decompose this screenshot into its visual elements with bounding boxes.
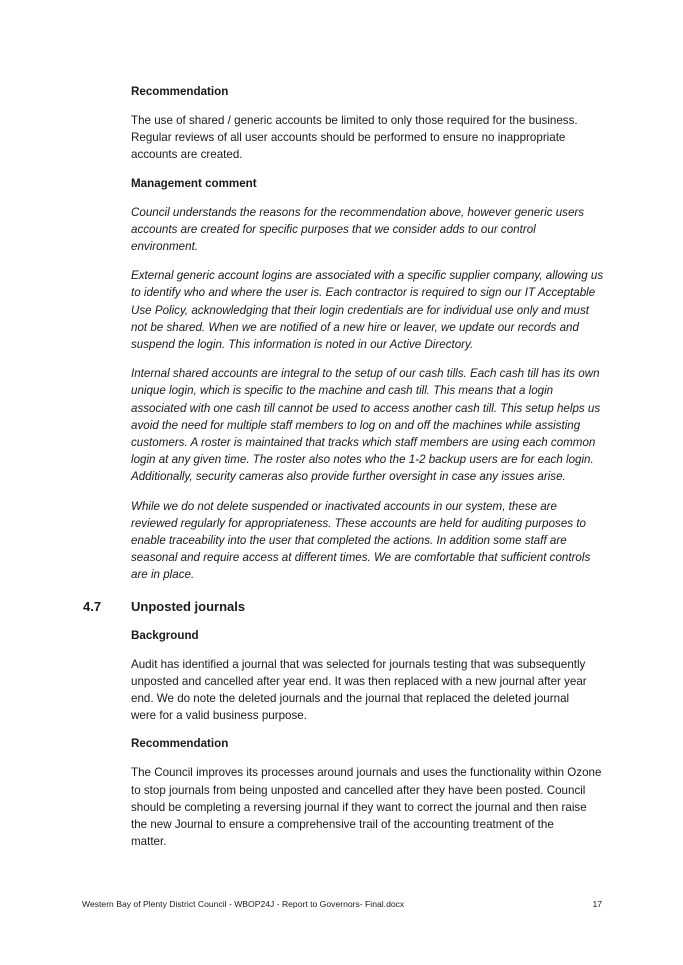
text-line: end. We do note the deleted journals and the journal that replaced the deleted journal	[131, 692, 570, 706]
text-line: to stop journals from being unposted and cancelled after they have been posted. Council	[131, 783, 586, 797]
text-line: are in place.	[131, 568, 195, 582]
text-line: suspend the login. This information is noted in our Active Directory.	[131, 338, 474, 352]
management-comment-paragraph	[131, 267, 607, 353]
text-line: Use Policy, acknowledging that their login credentials are for individual use only and must	[131, 303, 589, 317]
section-heading	[83, 598, 607, 616]
page-number: 17	[592, 899, 602, 909]
text-line: login at any given time. The roster also notes who the 1-2 backup users are for each login.	[131, 453, 594, 467]
text-line: While we do not delete suspended or inactivated accounts in our system, these are	[131, 499, 557, 513]
section-number: 4.7	[83, 598, 102, 614]
management-comment-paragraph	[131, 204, 607, 256]
management-comment-paragraph	[131, 365, 607, 485]
text-line: enable traceability into the user that completed the actions. In addition some staff are	[131, 534, 567, 548]
footer-document-name: Western Bay of Plenty District Council - WBOP24J - Report to Governors- Final.docx	[82, 899, 405, 909]
text-line: the new Journal to ensure a comprehensive trail of the accounting treatment of the	[131, 818, 554, 832]
text-line: were for a valid business purpose.	[131, 709, 307, 723]
text-line: External generic account logins are associated with a specific supplier company, allowing us	[131, 269, 604, 283]
text-line: avoid the need for multiple staff members to log on and off the machines while assisting	[131, 418, 581, 432]
text-line: accounts are created for specific purposes that we consider adds to our control	[131, 222, 536, 236]
text-line: environment.	[131, 240, 199, 254]
text-line: The use of shared / generic accounts be limited to only those required for the business.	[131, 114, 578, 127]
text-line: seasonal and require access at different times. We are comfortable that sufficient controls	[131, 551, 591, 565]
text-line: reviewed regularly for appropriateness. These accounts are held for auditing purposes to	[131, 516, 586, 530]
management-comment-paragraph	[131, 498, 607, 584]
background-heading: Background	[131, 628, 199, 642]
text-line: to identify who and where the user is. Each contractor is required to sign our IT Acceptable	[131, 286, 596, 300]
text-line: Additionally, security cameras also provide further oversight in case any issues arise.	[131, 470, 566, 484]
section-title: Unposted journals	[131, 598, 246, 614]
recommendation-text	[131, 112, 607, 164]
text-line: should be completing a reversing journal if they want to correct the journal and then raise	[131, 800, 587, 814]
page-content	[83, 84, 607, 851]
text-line: matter.	[131, 835, 167, 849]
text-line: Regular reviews of all user accounts should be performed to ensure no inappropriate	[131, 131, 566, 145]
text-line: not be shared. When we are notified of a new hire or leaver, we update our records and	[131, 320, 579, 334]
text-line: Internal shared accounts are integral to the setup of our cash tills. Each cash till has its own	[131, 367, 600, 381]
recommendation-text	[131, 764, 607, 850]
text-line: Council understands the reasons for the recommendation above, however generic users	[131, 205, 585, 219]
text-line: customers. A roster is maintained that tracks which staff members are using each common	[131, 436, 596, 450]
text-line: unique login, which is specific to the machine and cash till. This means that a login	[131, 384, 554, 398]
text-line: The Council improves its processes around journals and uses the functionality within Ozone	[131, 766, 602, 780]
text-line: unposted and cancelled after year end. It was then replaced with a new journal after year	[131, 674, 587, 688]
recommendation-heading: Recommendation	[131, 85, 229, 98]
text-line: Audit has identified a journal that was selected for journals testing that was subsequently	[131, 657, 586, 671]
management-comment-heading: Management comment	[131, 176, 257, 190]
text-line: associated with one cash till cannot be used to access another cash till. This setup helps us	[131, 401, 601, 415]
background-text	[131, 656, 607, 725]
text-line: accounts are created.	[131, 148, 243, 162]
recommendation-heading: Recommendation	[131, 737, 229, 751]
